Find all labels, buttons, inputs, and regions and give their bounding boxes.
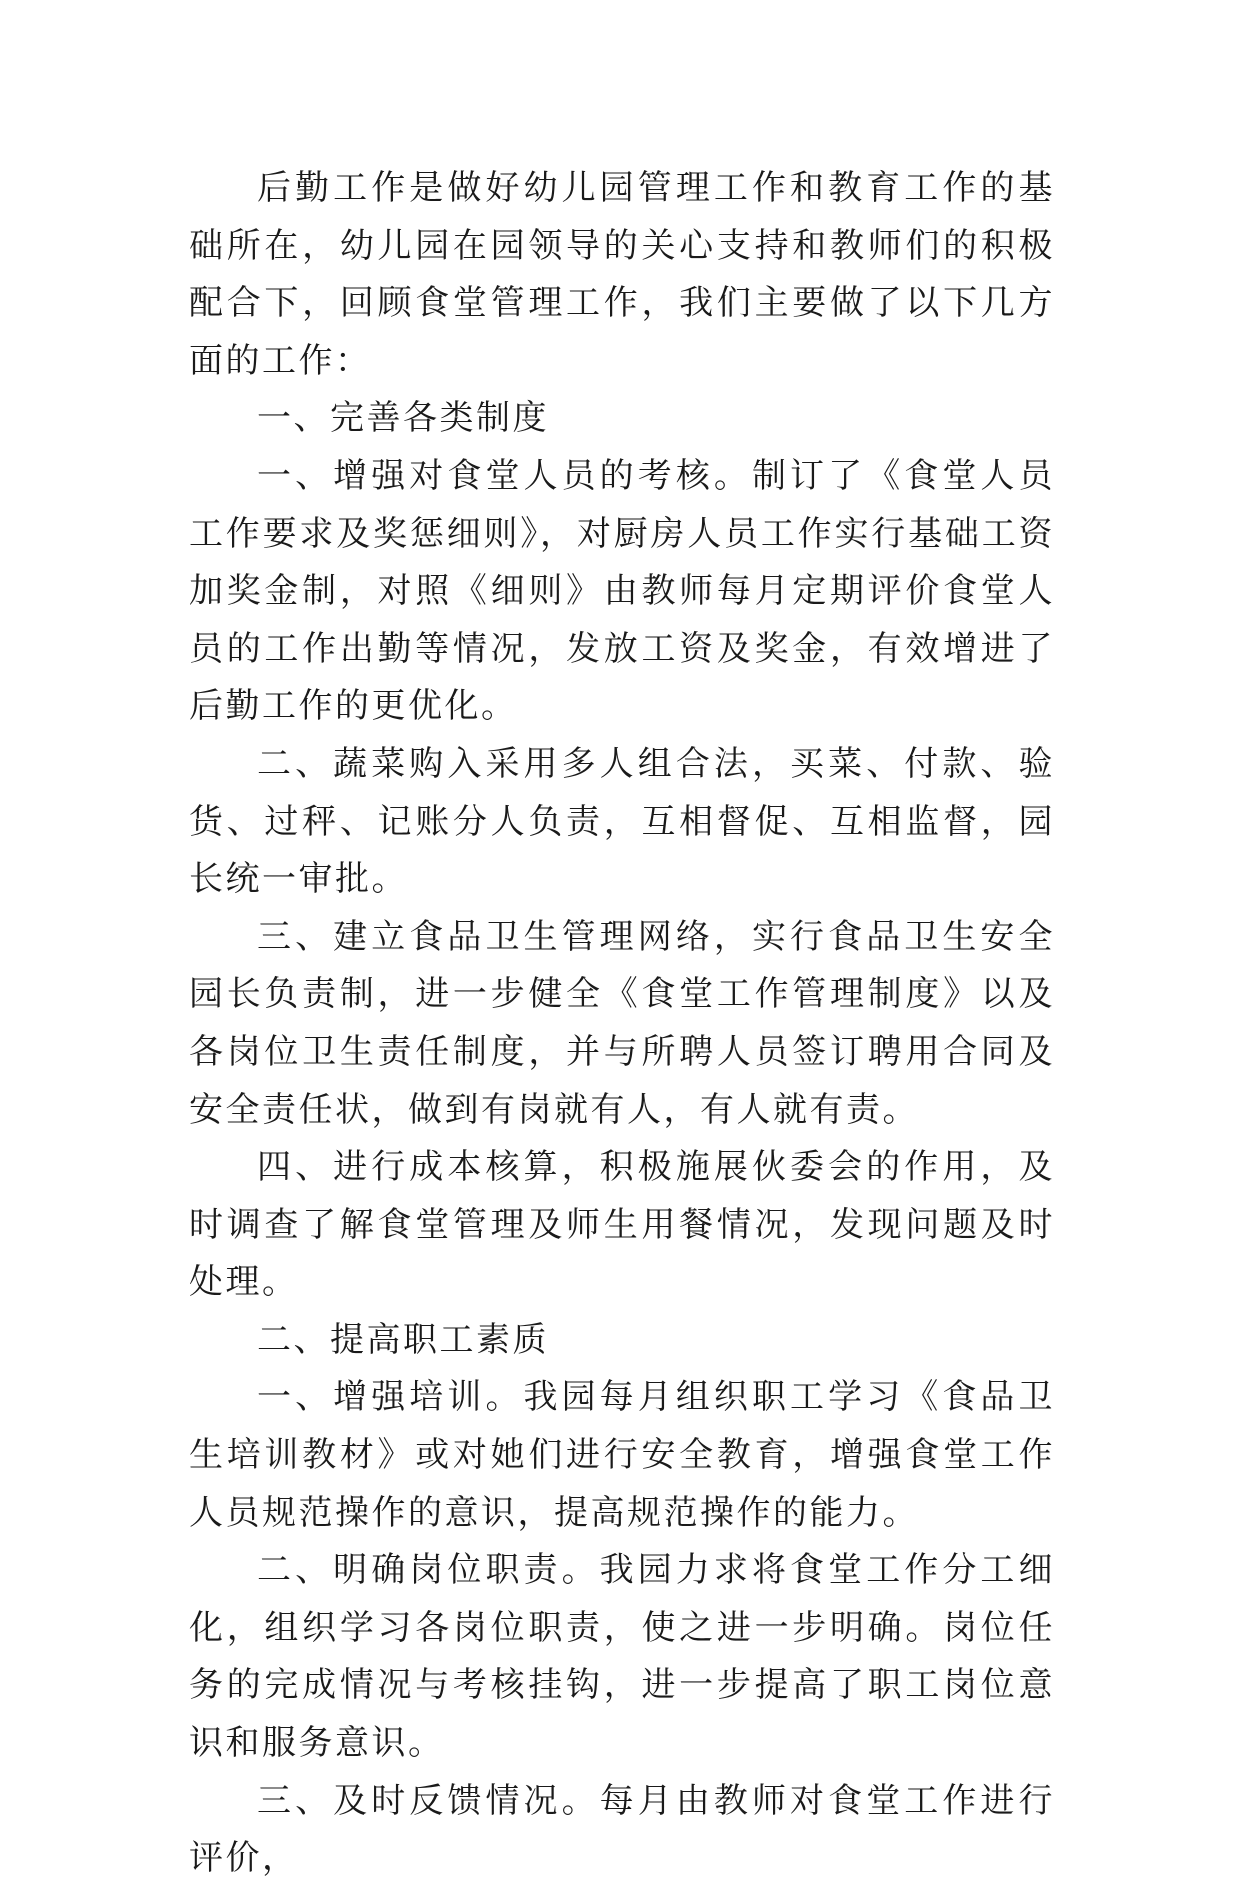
paragraph-staff-assessment: 一、增强对食堂人员的考核。制订了《食堂人员工作要求及奖惩细则》，对厨房人员工作实行基础工资加奖金制，对照《细则》由教师每月定期评价食堂人员的工作出勤等情况，发放工资及奖金，有效增进了后勤工作的更优化。 bbox=[189, 455, 1055, 727]
paragraph-job-duties: 二、明确岗位职责。我园力求将食堂工作分工细化，组织学习各岗位职责，使之进一步明确。岗位任务的完成情况与考核挂钩，进一步提高了职工岗位意识和服务意识。 bbox=[189, 1550, 1055, 1764]
paragraph-cost-accounting: 四、进行成本核算，积极施展伙委会的作用，及时调查了解食堂管理及师生用餐情况，发现问题及时处理。 bbox=[189, 1147, 1055, 1303]
section-heading-2: 二、提高职工素质 bbox=[257, 1319, 549, 1360]
paragraph-food-hygiene-network: 三、建立食品卫生管理网络，实行食品卫生安全园长负责制，进一步健全《食堂工作管理制度》以及各岗位卫生责任制度，并与所聘人员签订聘用合同及安全责任状，做到有岗就有人，有人就有责。 bbox=[189, 916, 1055, 1130]
document-body bbox=[189, 160, 1055, 1888]
paragraph-vegetable-purchase: 二、蔬菜购入采用多人组合法，买菜、付款、验货、过秤、记账分人负责，互相督促、互相监督，园长统一审批。 bbox=[189, 743, 1055, 900]
intro-paragraph: 后勤工作是做好幼儿园管理工作和教育工作的基础所在，幼儿园在园领导的关心支持和教师们的积极配合下，回顾食堂管理工作，我们主要做了以下几方面的工作： bbox=[189, 168, 1055, 381]
paragraph-feedback: 三、及时反馈情况。每月由教师对食堂工作进行评价， bbox=[189, 1780, 1055, 1879]
section-heading-1: 一、完善各类制度 bbox=[257, 398, 549, 439]
paragraph-training: 一、增强培训。我园每月组织职工学习《食品卫生培训教材》或对她们进行安全教育，增强食堂工作人员规范操作的意识，提高规范操作的能力。 bbox=[189, 1377, 1055, 1533]
